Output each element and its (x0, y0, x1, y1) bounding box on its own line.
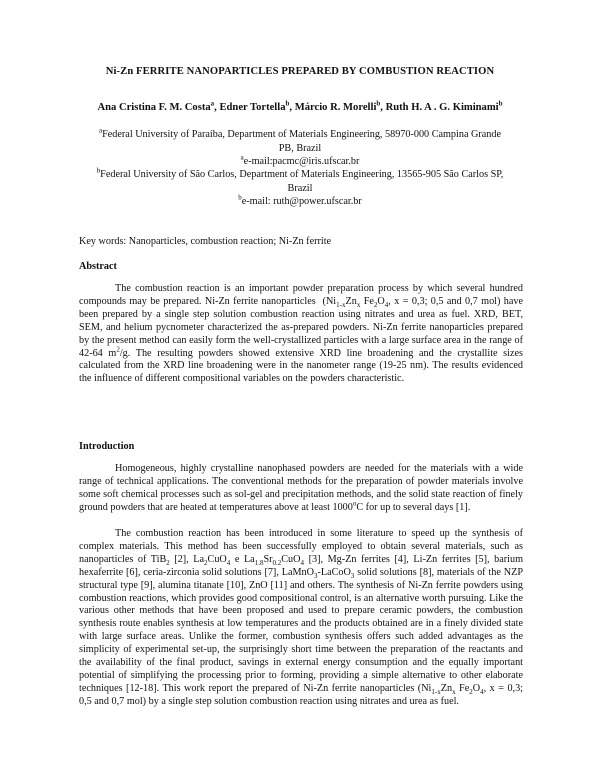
affiliation-b: $^b$Federal University of São Carlos, Department of Materials Engineering, 13565-905 São Carlos SP, Brazil $^b$e-mail: ruth@power.ufscar.br (96, 166, 504, 208)
paper-title: Ni-Zn FERRITE NANOPARTICLES PREPARED BY COMBUSTION REACTION (105, 66, 495, 77)
email-a: e-mail:pacmc@iris.ufscar.br (243, 156, 360, 168)
abstract-heading: Abstract (79, 261, 117, 272)
author-name: Ruth H. A . G. Kiminami (385, 102, 499, 113)
author-affil-mark: a (210, 99, 215, 108)
email-b: e-mail: ruth@power.ufscar.br (241, 196, 362, 208)
author-affil-mark: b (498, 99, 503, 108)
intro-paragraph-2: The combustion reaction has been introduced in some literature to speed up the synthesis of complex materials. This method has been successfully employed to obtain several materials, such as nanoparticles of TiB$_2$ [2], $La_2CuO_4$ e $La_{1.8}Sr_{0.2}CuO_4$ [3], Mg-Zn ferrites [4], Li-Zn ferrites [5], barium hexaferrite [6], ceria-zirconia solid solutions [7], LaMnO$_3$-LaCoO$_3$ solid solutions [8], materials of the NZP structural type [9], alumina titanate [10], ZnO [11] and others. The synthesis of Ni-Zn ferrite powders using combustion reactions, which provides good compositional control, is an alternative worth pursuing. Like the various other methods that have been proposed and used to prepare ceramic powders, the combustion synthesis route enables synthesis at low temperatures and the products obtained are in a finely divided state with large surface areas. Unlike the former, combustion synthesis offers such added advantages as the simplicity of experimental set-up, the surprisingly short time between the preparation of the reactants and the availability of the final product, savings in external energy consumption and the equally important potential of simplifying the processing prior to forming, providing a simple alternative to other elaborate techniques [12-18]. This work report the prepared of Ni-Zn ferrite nanoparticles ($Ni_{1-x}Zn_x$ $Fe_2O_4$, x = 0,3; 0,5 and 0,7 mol) by a single step solution combustion reaction using nitrates and urea as fuel. (79, 528, 524, 707)
author-name: Ana Cristina F. M. Costa (97, 102, 211, 113)
author-affil-mark: b (376, 99, 381, 108)
author-list: Ana Cristina F. M. Costa$^a$, Edner Tortella$^b$, Márcio R. Morelli$^b$, Ruth H. A . G. Kiminami$^b$ (97, 99, 503, 113)
keywords: Key words: Nanoparticles, combustion reaction; Ni-Zn ferrite (79, 236, 332, 247)
author-affil-mark: b (285, 99, 290, 108)
affiliation-a: $^a$Federal University of Paraíba, Department of Materials Engineering, 58970-000 Campina Grande PB, Brazil $^a$e-mail:pacmc@iris.ufscar.br (99, 126, 501, 168)
introduction-heading: Introduction (79, 441, 135, 452)
author-name: Edner Tortella (219, 102, 286, 113)
abstract-paragraph: The combustion reaction is an important powder preparation process by which several hundred compounds may be prepared. Ni-Zn ferrite nanoparticles ($Ni_{1-x}Zn_x$ $Fe_2O_4$, x = 0,3; 0,5 and 0,7 mol) have been prepared by a single step solution combustion reaction using nitrates and urea as fuel. XRD, BET, SEM, and helium pycnometer characterized the as-prepared powders. Ni-Zn ferrite nanoparticles prepared by the present method can easily form the well-crystallized particles with a large surface area in the range of 42-64 $m^2/g$. The resulting powders showed extensive XRD line broadening and the crystallite sizes calculated from the XRD line broadening were in the nanometer range (19-25 nm). The results evidenced the influence of different compositional variables on the powders characteristic. (79, 283, 524, 385)
author-name: Márcio R. Morelli (294, 102, 377, 113)
intro-paragraph-1: Homogeneous, highly crystalline nanophased powders are needed for the materials with a wide range of technical applications. The conventional methods for the preparation of powder materials involve some soft chemical processes such as sol-gel and precipitation methods, and the solid state reaction of finely ground powders that are heated at temperatures above at least 1000$^o$C for up to several days [1]. (79, 463, 523, 513)
